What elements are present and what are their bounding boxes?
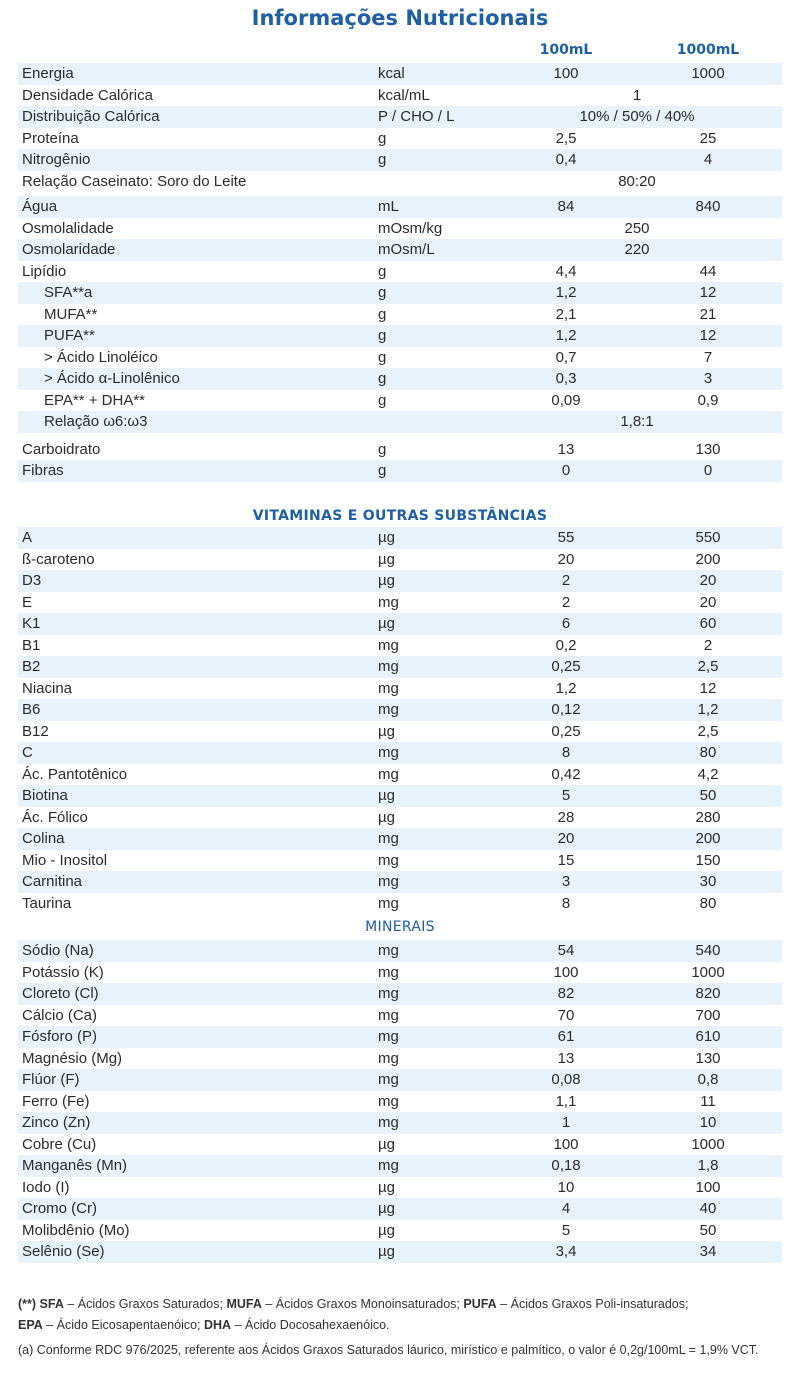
nutrient-value-100ml: 4,4 (555, 262, 577, 280)
mineral-unit: µg (378, 1243, 395, 1260)
nutrient-value-1000ml: 4 (703, 151, 713, 168)
nutrient-unit: g (378, 370, 387, 387)
nutrient-unit: kcal (378, 65, 405, 82)
vitamins-table (18, 527, 782, 914)
mineral-value-100ml: 1 (561, 1114, 571, 1131)
nutrient-value-1000ml: 21 (699, 305, 717, 323)
nutrient-name: SFA**a (44, 284, 93, 301)
vitamin-value-100ml: 1,2 (555, 679, 577, 697)
mineral-value-100ml: 100 (553, 963, 579, 981)
mineral-unit: mg (378, 1092, 399, 1110)
vitamin-row (18, 527, 782, 549)
vitamin-value-100ml: 0,12 (551, 701, 581, 718)
vitamin-value-100ml: 2 (561, 572, 571, 589)
nutrient-value-1000ml: 44 (699, 262, 717, 280)
mineral-value-1000ml: 40 (699, 1200, 717, 1217)
vitamin-unit: µg (378, 572, 395, 589)
vitamin-unit: mg (378, 765, 399, 783)
nutrient-value-1000ml: 0 (703, 462, 713, 479)
column-header-1000ml: 1000mL (676, 42, 740, 58)
nutrient-unit: mOsm/L (378, 241, 435, 258)
mineral-value-100ml: 54 (557, 942, 575, 959)
vitamin-name: ß-caroteno (22, 550, 95, 568)
mineral-row (18, 1112, 782, 1134)
vitamin-value-100ml: 5 (561, 787, 571, 804)
mineral-value-1000ml: 34 (699, 1243, 717, 1260)
mineral-row (18, 1198, 782, 1220)
nutrient-unit: g (378, 129, 387, 147)
vitamin-value-1000ml: 200 (695, 550, 721, 568)
mineral-value-1000ml: 10 (699, 1114, 717, 1131)
nutrient-unit: mL (378, 198, 399, 215)
mineral-row (18, 1026, 782, 1048)
nutrient-row (18, 196, 782, 218)
vitamin-unit: µg (378, 529, 395, 546)
nutrient-row (18, 368, 782, 390)
mineral-row (18, 1177, 782, 1199)
mineral-unit: mg (378, 1157, 399, 1174)
mineral-name: Cobre (Cu) (22, 1135, 97, 1153)
nutrient-row (18, 325, 782, 347)
vitamin-unit: mg (378, 830, 399, 847)
nutrient-name: Energia (22, 65, 74, 82)
nutrient-row (18, 304, 782, 326)
vitamin-value-1000ml: 2,5 (697, 722, 719, 740)
vitamin-value-100ml: 3 (561, 873, 571, 890)
vitamin-name: D3 (22, 572, 42, 589)
vitamin-name: Biotina (22, 787, 68, 804)
mineral-name: Cálcio (Ca) (22, 1006, 98, 1024)
nutrient-name: EPA** + DHA** (44, 391, 146, 409)
nutrient-value: 250 (624, 219, 650, 237)
mineral-value-100ml: 3,4 (555, 1243, 577, 1260)
mineral-unit: µg (378, 1135, 395, 1153)
nutrient-name: > Ácido α-Linolênico (44, 370, 180, 387)
nutrient-value-100ml: 0,7 (555, 348, 577, 366)
nutrient-row (18, 85, 782, 107)
mineral-name: Sódio (Na) (22, 942, 94, 959)
mineral-value-1000ml: 50 (699, 1221, 717, 1239)
mineral-unit: µg (378, 1200, 395, 1217)
vitamins-heading: VITAMINAS E OUTRAS SUBSTÂNCIAS (252, 508, 548, 524)
vitamin-value-1000ml: 50 (699, 787, 717, 804)
vitamin-row (18, 656, 782, 678)
vitamin-name: Ác. Pantotênico (22, 765, 128, 783)
mineral-row (18, 1220, 782, 1242)
mineral-name: Zinco (Zn) (22, 1114, 91, 1131)
mineral-value-1000ml: 540 (695, 942, 721, 959)
vitamin-value-1000ml: 80 (699, 744, 717, 761)
nutrient-name: Densidade Calórica (22, 86, 153, 104)
vitamin-name: B6 (22, 701, 41, 718)
mineral-name: Selênio (Se) (22, 1243, 105, 1260)
mineral-value-100ml: 10 (557, 1178, 575, 1196)
nutrient-value-1000ml: 25 (699, 129, 717, 147)
nutrient-name: Proteína (22, 129, 79, 147)
vitamin-value-100ml: 20 (557, 830, 575, 847)
vitamin-value-100ml: 8 (561, 894, 571, 912)
nutrient-value-100ml: 84 (557, 198, 575, 215)
vitamin-value-100ml: 0,42 (551, 765, 581, 783)
nutrient-value: 1 (632, 86, 642, 104)
mineral-value-1000ml: 0,8 (697, 1071, 719, 1088)
nutrient-name: > Ácido Linoléico (44, 348, 158, 366)
nutrient-value-1000ml: 840 (695, 198, 721, 215)
nutrient-unit: g (378, 284, 387, 301)
nutrient-value: 220 (624, 241, 650, 258)
mineral-value-100ml: 0,18 (551, 1157, 581, 1174)
nutrient-unit: g (378, 327, 387, 344)
minerals-heading: MINERAIS (365, 919, 435, 935)
mineral-unit: mg (378, 985, 399, 1002)
vitamin-unit: mg (378, 658, 399, 675)
nutrient-name: Relação Caseinato: Soro do Leite (22, 172, 247, 190)
mineral-value-1000ml: 1000 (691, 1135, 725, 1153)
mineral-unit: µg (378, 1221, 395, 1239)
mineral-name: Magnésio (Mg) (22, 1049, 123, 1067)
mineral-unit: mg (378, 1071, 399, 1088)
vitamin-value-1000ml: 280 (695, 808, 721, 826)
vitamin-row (18, 785, 782, 807)
mineral-name: Flúor (F) (22, 1071, 80, 1088)
vitamin-row (18, 807, 782, 829)
mineral-row (18, 983, 782, 1005)
vitamin-name: E (22, 593, 33, 611)
nutrient-value-100ml: 1,2 (555, 284, 577, 301)
vitamin-name: B12 (22, 722, 49, 740)
nutrient-value-1000ml: 130 (695, 440, 721, 458)
nutrient-unit: g (378, 440, 387, 458)
vitamin-name: A (22, 529, 33, 546)
mineral-value-1000ml: 11 (700, 1092, 716, 1110)
nutrient-name: Osmolaridade (22, 241, 116, 258)
vitamin-value-1000ml: 80 (699, 894, 717, 912)
nutrient-unit: g (378, 305, 387, 323)
mineral-row (18, 1048, 782, 1070)
vitamin-row (18, 678, 782, 700)
nutrient-unit: kcal/mL (378, 86, 430, 104)
vitamin-unit: µg (378, 550, 395, 568)
mineral-value-1000ml: 100 (695, 1178, 721, 1196)
nutrient-row (18, 282, 782, 304)
mineral-name: Cromo (Cr) (22, 1200, 97, 1217)
nutrient-row (18, 218, 782, 240)
mineral-name: Cloreto (Cl) (22, 985, 99, 1002)
nutrient-value-1000ml: 12 (699, 284, 717, 301)
nutrient-value: 10% / 50% / 40% (579, 108, 695, 125)
nutrient-value-100ml: 13 (557, 440, 575, 458)
nutrient-value-100ml: 0,3 (555, 370, 577, 387)
vitamin-value-100ml: 0,2 (555, 636, 577, 654)
nutrient-value-100ml: 0,4 (555, 151, 577, 168)
vitamin-value-1000ml: 150 (695, 851, 721, 869)
mineral-value-100ml: 0,08 (551, 1071, 581, 1088)
mineral-name: Fósforo (P) (22, 1028, 98, 1045)
mineral-name: Ferro (Fe) (22, 1092, 90, 1110)
vitamin-unit: mg (378, 701, 399, 718)
nutrient-value-1000ml: 3 (703, 370, 713, 387)
mineral-row (18, 940, 782, 962)
nutrient-row (18, 63, 782, 85)
vitamin-row (18, 742, 782, 764)
nutrient-value: 1,8:1 (620, 413, 654, 430)
footnote-rdc: (a) Conforme RDC 976/2025, referente aos Ácidos Graxos Saturados láurico, mirístico e palmítico, o valor é 0,2g/100mL = 1,9% VCT. (18, 1343, 759, 1357)
mineral-name: Potássio (K) (22, 963, 104, 981)
nutrient-unit: g (378, 348, 387, 366)
vitamin-row (18, 592, 782, 614)
vitamin-name: Carnitina (22, 873, 83, 890)
vitamin-value-1000ml: 1,2 (697, 701, 719, 718)
mineral-value-1000ml: 130 (695, 1049, 721, 1067)
vitamin-value-100ml: 8 (561, 744, 571, 761)
mineral-unit: mg (378, 1028, 399, 1045)
mineral-row (18, 1005, 782, 1027)
vitamin-unit: mg (378, 636, 399, 654)
footnote-abbreviations-1: (**) SFA – Ácidos Graxos Saturados; MUFA – Ácidos Graxos Monoinsaturados; PUFA – Ácidos Graxos Poli-insaturados; (18, 1297, 689, 1311)
mineral-unit: mg (378, 963, 399, 981)
mineral-value-100ml: 82 (557, 985, 575, 1002)
vitamin-value-100ml: 55 (557, 529, 575, 546)
nutrient-name: Lipídio (22, 262, 67, 280)
vitamin-row (18, 635, 782, 657)
nutrient-row (18, 347, 782, 369)
mineral-value-100ml: 4 (561, 1200, 571, 1217)
nutrient-value-1000ml: 7 (703, 348, 713, 366)
column-header-100ml: 100mL (539, 42, 593, 58)
vitamin-value-100ml: 15 (557, 851, 575, 869)
mineral-unit: µg (378, 1178, 395, 1196)
vitamin-unit: µg (378, 722, 395, 740)
vitamin-unit: mg (378, 593, 399, 611)
nutrient-name: MUFA** (44, 305, 98, 323)
mineral-value-1000ml: 820 (695, 985, 721, 1002)
vitamin-row (18, 721, 782, 743)
nutrient-value-1000ml: 1000 (691, 65, 725, 82)
mineral-row (18, 1091, 782, 1113)
vitamin-value-100ml: 2 (561, 593, 571, 611)
minerals-table (18, 940, 782, 1263)
nutrient-row (18, 261, 782, 283)
nutrient-unit: mOsm/kg (378, 219, 443, 237)
nutrient-value-100ml: 2,1 (555, 305, 577, 323)
mineral-row (18, 1069, 782, 1091)
vitamin-value-1000ml: 550 (695, 529, 721, 546)
vitamin-value-1000ml: 2 (703, 636, 713, 654)
vitamin-unit: mg (378, 679, 399, 697)
page-title: Informações Nutricionais (251, 6, 549, 30)
mineral-row (18, 1241, 782, 1263)
nutrient-unit: g (378, 462, 387, 479)
vitamin-row (18, 764, 782, 786)
nutrient-row (18, 460, 782, 482)
vitamin-value-1000ml: 20 (699, 593, 717, 611)
macronutrients-table (18, 63, 782, 482)
mineral-row (18, 1134, 782, 1156)
vitamin-value-1000ml: 12 (699, 679, 717, 697)
vitamin-value-1000ml: 20 (699, 572, 717, 589)
vitamin-row (18, 613, 782, 635)
mineral-value-100ml: 61 (557, 1028, 575, 1045)
vitamin-name: B2 (22, 658, 41, 675)
vitamin-value-1000ml: 200 (695, 830, 721, 847)
mineral-row (18, 1155, 782, 1177)
vitamin-name: Niacina (22, 679, 73, 697)
mineral-unit: mg (378, 1006, 399, 1024)
vitamin-name: B1 (22, 636, 41, 654)
nutrient-row (18, 390, 782, 412)
nutrient-row (18, 411, 782, 433)
vitamin-value-100ml: 0,25 (551, 722, 581, 740)
vitamin-value-1000ml: 4,2 (697, 765, 719, 783)
vitamin-value-1000ml: 2,5 (697, 658, 719, 675)
vitamin-name: Taurina (22, 894, 72, 912)
nutrient-value-100ml: 2,5 (555, 129, 577, 147)
vitamin-row (18, 850, 782, 872)
nutrient-row (18, 149, 782, 171)
vitamin-value-100ml: 6 (561, 615, 571, 632)
nutrient-unit: P / CHO / L (378, 108, 455, 125)
nutrient-name: Distribuição Calórica (22, 108, 160, 125)
nutrient-value-1000ml: 12 (699, 327, 717, 344)
nutrient-name: Água (22, 198, 58, 215)
vitamin-name: C (22, 744, 33, 761)
mineral-value-100ml: 1,1 (555, 1092, 577, 1110)
mineral-value-100ml: 5 (561, 1221, 571, 1239)
vitamin-row (18, 871, 782, 893)
nutrient-value: 80:20 (618, 172, 656, 190)
vitamin-unit: mg (378, 894, 399, 912)
nutrient-name: Nitrogênio (22, 151, 91, 168)
mineral-value-100ml: 70 (557, 1006, 575, 1024)
vitamin-unit: µg (378, 787, 395, 804)
vitamin-unit: µg (378, 808, 395, 826)
nutrient-value-100ml: 0,09 (551, 391, 581, 409)
vitamin-name: K1 (22, 615, 41, 632)
nutrient-name: Relação ω6:ω3 (44, 413, 148, 430)
nutrient-row (18, 128, 782, 150)
nutrient-name: Osmolalidade (22, 219, 114, 237)
nutrient-value-1000ml: 0,9 (697, 391, 719, 409)
nutrient-name: Carboidrato (22, 440, 101, 458)
vitamin-value-100ml: 28 (557, 808, 575, 826)
mineral-name: Molibdênio (Mo) (22, 1221, 130, 1239)
mineral-unit: mg (378, 1049, 399, 1067)
nutrient-value-100ml: 1,2 (555, 327, 577, 344)
nutrient-value-100ml: 0 (561, 462, 571, 479)
vitamin-row (18, 699, 782, 721)
nutrient-value-100ml: 100 (553, 65, 579, 82)
nutrient-unit: g (378, 391, 387, 409)
vitamin-value-1000ml: 30 (699, 873, 717, 890)
vitamin-row (18, 828, 782, 850)
nutrient-row (18, 171, 782, 193)
vitamin-unit: µg (378, 615, 395, 632)
vitamin-value-1000ml: 60 (699, 615, 717, 632)
mineral-row (18, 962, 782, 984)
vitamin-name: Ác. Fólico (22, 808, 88, 826)
nutrient-row (18, 106, 782, 128)
nutrient-unit: g (378, 151, 387, 168)
mineral-value-1000ml: 610 (695, 1028, 721, 1045)
mineral-value-1000ml: 1,8 (697, 1157, 719, 1174)
vitamin-name: Mio - Inositol (22, 851, 108, 869)
vitamin-value-100ml: 20 (557, 550, 575, 568)
mineral-name: Iodo (I) (22, 1178, 70, 1196)
vitamin-unit: mg (378, 744, 399, 761)
mineral-value-100ml: 100 (553, 1135, 579, 1153)
mineral-unit: mg (378, 942, 399, 959)
footnote-abbreviations-2: EPA – Ácido Eicosapentaenóico; DHA – Ácido Docosahexaenóico. (18, 1318, 390, 1332)
vitamin-row (18, 570, 782, 592)
nutrient-name: PUFA** (44, 327, 95, 344)
mineral-value-100ml: 13 (557, 1049, 575, 1067)
nutrient-row (18, 239, 782, 261)
nutrient-row (18, 439, 782, 461)
mineral-name: Manganês (Mn) (22, 1157, 128, 1174)
nutrient-name: Fibras (22, 462, 64, 479)
mineral-unit: mg (378, 1114, 399, 1131)
vitamin-unit: mg (378, 851, 399, 869)
mineral-value-1000ml: 700 (695, 1006, 721, 1024)
vitamin-row (18, 893, 782, 915)
mineral-value-1000ml: 1000 (691, 963, 725, 981)
vitamin-row (18, 549, 782, 571)
vitamin-name: Colina (22, 830, 65, 847)
vitamin-value-100ml: 0,25 (551, 658, 581, 675)
nutrient-unit: g (378, 262, 387, 280)
vitamin-unit: mg (378, 873, 399, 890)
